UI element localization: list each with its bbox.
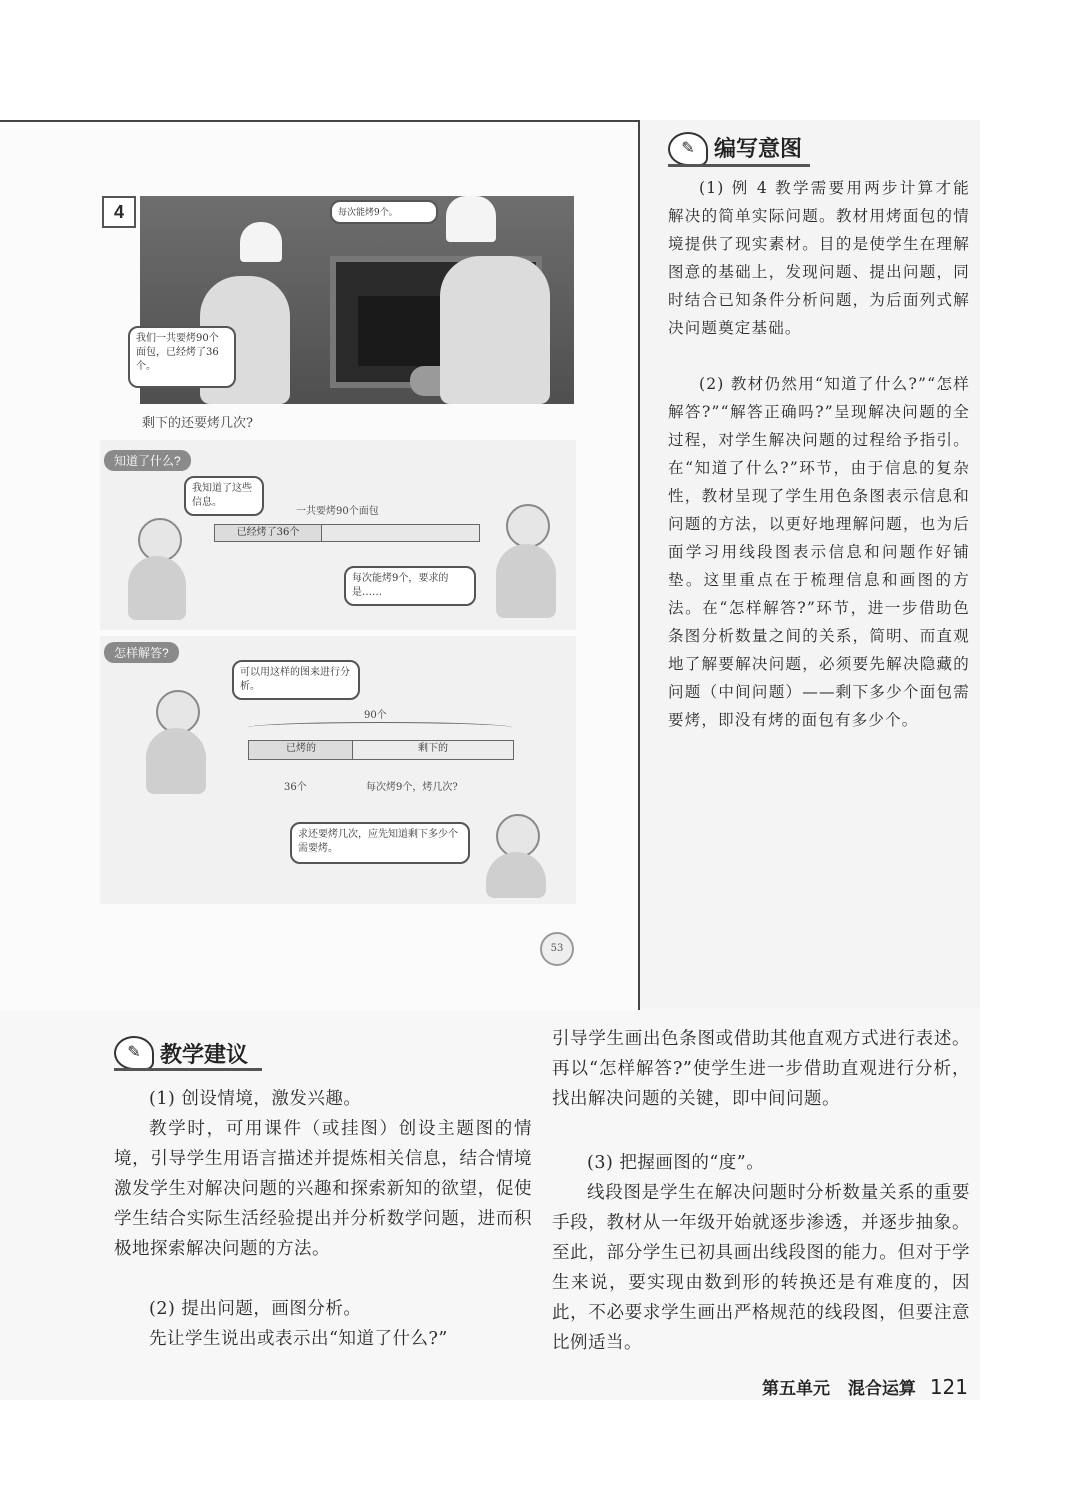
known-tag: 知道了什么? — [104, 450, 191, 471]
total-label: 一共要烤90个面包 — [296, 506, 379, 517]
intent-paragraph-2: (2) 教材仍然用“知道了什么?”“怎样解答?”“解答正确吗?”呈现解决问题的全过程，对学生解决问题的过程给予指引。在“知道了什么?”环节，由于信息的复杂性，教材呈现了学生用色条图表示信息和问题的方法，以更好地理解问题，也为后面学习用线段图表示信息和问题作好铺垫。这里重点在于梳理信息和画图的方法。在“怎样解答?”环节，进一步借助色条图分析数量之间的关系，简明、而直观地了解要解决问题，必须要先解决隐藏的问题（中间问题）——剩下多少个面包需要烤，即没有烤的面包有多少个。 — [668, 375, 970, 729]
page-number: 121 — [929, 1375, 968, 1399]
chef-hat-left — [240, 222, 282, 262]
intent-paragraph-1: (1) 例 4 教学需要用两步计算才能解决的简单实际问题。教材用烤面包的情境提供了现实素材。目的是使学生在理解图意的基础上，发现问题、提出问题，同时结合已知条件分析问题，为后面列式解决问题奠定基础。 — [668, 179, 970, 337]
suggestion-3-heading: (3) 把握画图的“度”。 — [587, 1153, 765, 1173]
textbook-page-number: 53 — [540, 932, 574, 966]
solve-tag: 怎样解答? — [104, 642, 179, 663]
suggestion-2-continued: 引导学生画出色条图或借助其他直观方式进行表述。再以“怎样解答?”使学生进一步借助直观进行分析，找出解决问题的关键，即中间问题。 — [552, 1029, 970, 1109]
speech-bubble-girl: 每次能烤9个，要求的是…… — [344, 566, 476, 606]
footer-unit: 第五单元 — [761, 1379, 830, 1399]
boy — [128, 556, 186, 620]
suggestion-3-body: 线段图是学生在解决问题时分析数量关系的重要手段，教材从一年级开始就逐步渗透，并逐步抽象。至此，部分学生已初具画出线段图的能力。但对于学生来说，要实现由数到形的转换还是有难度的，因此，不必要求学生画出严格规范的线段图，但要注意比例适当。 — [552, 1183, 970, 1353]
remaining-question-label: 每次烤9个，烤几次? — [366, 782, 458, 793]
suggestions-heading: 教学建议 — [160, 1043, 249, 1068]
suggestion-1-body: 教学时，可用课件（或挂图）创设主题图的情境，引导学生用语言描述并提炼相关信息，结合情境激发学生对解决问题的兴趣和探索新知的欲望，促使学生结合实际生活经验提出并分析数学问题，进而积极地探索解决问题的方法。 — [114, 1119, 532, 1259]
suggestions-heading-underline — [114, 1068, 262, 1071]
speech-bubble-boy: 我知道了这些信息。 — [184, 476, 264, 516]
remaining-segment: 剩下的 — [352, 740, 514, 760]
example-number: 4 — [102, 196, 136, 228]
intent-heading-underline — [668, 164, 810, 167]
speech-bubble-girl-2: 求还要烤几次，应先知道剩下多少个需要烤。 — [290, 822, 470, 864]
suggestion-2-body: 先让学生说出或表示出“知道了什么?” — [149, 1329, 448, 1349]
pen-icon-2: ✎ — [114, 1036, 154, 1070]
speech-bubble-left-chef: 我们一共要烤90个面包，已经烤了36个。 — [128, 326, 236, 388]
total-brace — [248, 722, 512, 733]
speech-bubble-top-chef: 每次能烤9个。 — [330, 200, 438, 224]
intent-heading: 编写意图 — [714, 137, 803, 162]
baked-bar: 已经烤了36个 — [214, 524, 322, 542]
baked-count-label: 36个 — [284, 782, 307, 793]
speech-bubble-boy-2: 可以用这样的图来进行分析。 — [232, 660, 360, 700]
suggestion-1-heading: (1) 创设情境，激发兴趣。 — [149, 1089, 362, 1109]
girl-head — [506, 504, 550, 548]
boy-2 — [146, 728, 206, 794]
chef-hat-right — [446, 196, 496, 242]
girl — [496, 544, 556, 618]
suggestion-2-heading: (2) 提出问题，画图分析。 — [149, 1299, 362, 1319]
footer-topic: 混合运算 — [847, 1379, 916, 1399]
question-caption: 剩下的还要烤几次? — [142, 416, 253, 431]
pen-icon: ✎ — [668, 132, 708, 166]
page-footer — [762, 1374, 968, 1399]
chef-right — [440, 256, 550, 404]
total-label-90: 90个 — [364, 710, 387, 721]
baked-segment: 已烤的 — [248, 740, 354, 760]
